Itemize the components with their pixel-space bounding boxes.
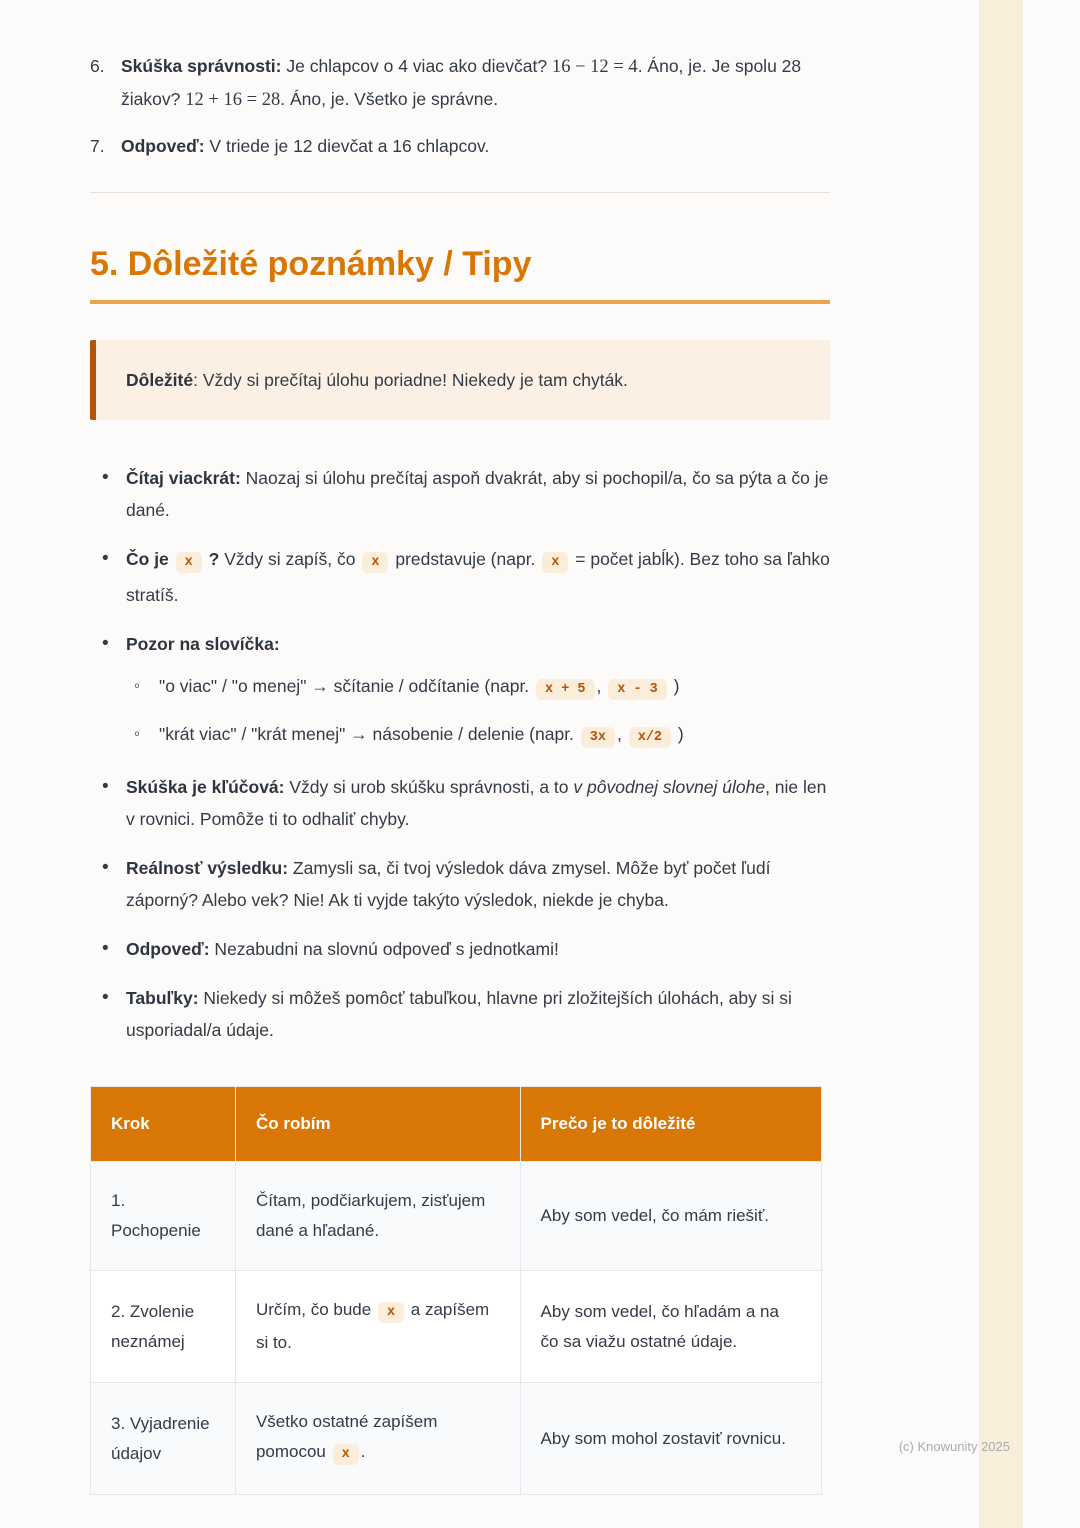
column-header-preco: Prečo je to dôležité	[520, 1087, 821, 1162]
table-cell: 2. Zvolenie neznámej	[91, 1271, 236, 1383]
callout-text: Dôležité: Vždy si prečítaj úlohu poriadne! Niekedy je tam chyták.	[126, 370, 628, 390]
tip-what-is-x	[90, 543, 830, 611]
steps-table-header	[91, 1087, 822, 1162]
tip-text: • Odpoveď: Nezabudni na slovnú odpoveď s jednotkami!	[126, 939, 559, 959]
list-number: 6.	[90, 56, 105, 76]
column-header-krok: Krok	[91, 1087, 236, 1162]
tip-text: • Pozor na slovíčka:	[126, 634, 280, 654]
tip-answer	[90, 933, 830, 965]
table-cell: Všetko ostatné zapíšem pomocou x .	[235, 1383, 520, 1495]
tip-read-multiple-times	[90, 462, 830, 526]
column-header-co-robim: Čo robím	[235, 1087, 520, 1162]
important-callout	[90, 340, 830, 420]
table-cell: Určím, čo bude x a zapíšem si to.	[235, 1271, 520, 1383]
page-side-accent-strip	[979, 0, 1023, 1528]
tip-check-is-key	[90, 771, 830, 835]
tip-tables	[90, 982, 830, 1046]
subtip-more-less	[126, 670, 830, 706]
subtip-times-more-less	[126, 718, 830, 754]
tip-text: • Čítaj viackrát: Naozaj si úlohu prečítaj aspoň dvakrát, aby si pochopil/a, čo sa pýta a čo je dané.	[126, 468, 829, 520]
table-row	[91, 1162, 822, 1271]
subtips-list	[126, 670, 830, 754]
table-row	[91, 1271, 822, 1383]
table-row	[91, 1383, 822, 1495]
table-cell: Aby som mohol zostaviť rovnicu.	[520, 1383, 821, 1495]
numbered-item-7	[90, 130, 830, 162]
section-heading: 5. Dôležité poznámky / Tipy	[90, 245, 830, 304]
tip-text: • Reálnosť výsledku: Zamysli sa, či tvoj výsledok dáva zmysel. Môže byť počet ľudí záporný? Alebo vek? Nie! Ak ti vyjde takýto výsledok, niekde je chyba.	[126, 858, 771, 910]
table-cell: Čítam, podčiarkujem, zisťujem dané a hľadané.	[235, 1162, 520, 1271]
copyright-notice: (c) Knowunity 2025	[898, 1439, 1010, 1454]
tip-text: • Skúška je kľúčová: Vždy si urob skúšku správnosti, a to v pôvodnej slovnej úlohe, nie len v rovnici. Pomôže ti to odhaliť chyby.	[126, 777, 827, 829]
tips-list	[90, 462, 830, 1046]
table-cell: 1. Pochopenie	[91, 1162, 236, 1271]
document-content	[90, 0, 830, 1495]
steps-table	[90, 1086, 822, 1495]
list-number: 7.	[90, 136, 105, 156]
numbered-item-text: Skúška správnosti: Je chlapcov o 4 viac ako dievčat? 16 − 12 = 4. Áno, je. Je spolu 28 žiakov? 12 + 16 = 28. Áno, je. Všetko je správne.	[121, 56, 802, 110]
subtip-text: ◦ "krát viac" / "krát menej" → násobenie / delenie (napr. 3x , x/2 )	[159, 718, 830, 754]
table-cell: Aby som vedel, čo hľadám a na čo sa viažu ostatné údaje.	[520, 1271, 821, 1383]
table-cell: 3. Vyjadrenie údajov	[91, 1383, 236, 1495]
table-cell: Aby som vedel, čo mám riešiť.	[520, 1162, 821, 1271]
tip-watch-the-words	[90, 628, 830, 754]
steps-table-body	[91, 1162, 822, 1495]
tip-realistic-result	[90, 852, 830, 916]
section-divider	[90, 192, 830, 193]
numbered-item-text: Odpoveď: V triede je 12 dievčat a 16 chlapcov.	[121, 136, 490, 156]
tip-text: • Tabuľky: Niekedy si môžeš pomôcť tabuľkou, hlavne pri zložitejších úlohách, aby si si usporiadal/a údaje.	[126, 988, 792, 1040]
tip-text: • Čo je x ? Vždy si zapíš, čo x predstavuje (napr. x = počet jabĺk). Bez toho sa ľahko stratíš.	[126, 549, 830, 605]
table-header-row	[91, 1087, 822, 1162]
subtip-text: ◦ "o viac" / "o menej" → sčítanie / odčítanie (napr. x + 5 , x - 3 )	[159, 670, 830, 706]
numbered-item-6	[90, 50, 830, 116]
